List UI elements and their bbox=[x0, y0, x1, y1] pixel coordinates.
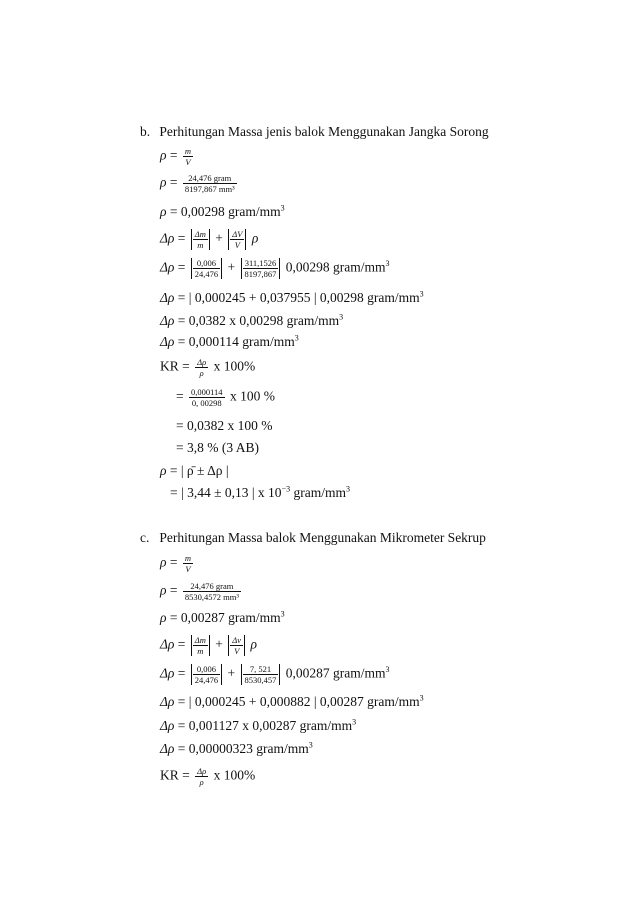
section-c-title: Perhitungan Massa balok Menggunakan Mikrometer Sekrup bbox=[159, 530, 486, 545]
b-final-result: = | 3,44 ± 0,13 | x $10^{-3}$ gram/$mm^3$ bbox=[170, 484, 350, 500]
b-kr-substitution: = $\frac{0,000114}{0, 00298}$ x 100 % bbox=[176, 387, 275, 408]
b-kr-result: = 3,8 % (3 AB) bbox=[176, 440, 259, 455]
b-kr-product: = 0,0382 x 100 % bbox=[176, 418, 273, 433]
c-density-result: ρ = 0,00287 gram/$mm^3$ bbox=[160, 609, 285, 625]
b-uncertainty-product: Δρ = 0,0382 x 0,00298 gram/$mm^3$ bbox=[160, 312, 344, 328]
b-uncertainty-sum: Δρ = | 0,000245 + 0,037955 | 0,00298 gram/$mm^3$ bbox=[160, 289, 424, 305]
c-kr-formula: KR = $\frac{\Delta\rho}{\rho}$ x 100% bbox=[160, 766, 256, 787]
section-c-heading bbox=[140, 530, 486, 546]
c-uncertainty-result: Δρ = 0,00000323 gram/$mm^3$ bbox=[160, 740, 313, 756]
c-density-formula: ρ = $\frac{m}{V}$ bbox=[160, 553, 191, 574]
b-uncertainty-formula: Δρ = $\frac{\Delta m}{m}$ + $\frac{\Delta V}{V}$ ρ bbox=[160, 229, 259, 250]
c-density-substitution: ρ = $\frac{\text{24,476 gram}}{\text{8530,4572 mm³}}$ bbox=[160, 581, 239, 602]
section-b-heading bbox=[140, 124, 489, 140]
b-uncertainty-substitution: Δρ = $\frac{0,006}{24,476}$ + $\frac{311,1526}{8197,867}$ 0,00298 gram/$mm^3$ bbox=[160, 258, 390, 279]
c-uncertainty-formula: Δρ = $\frac{\Delta m}{m}$ + $\frac{\Delta v}{V}$ ρ bbox=[160, 635, 257, 656]
c-uncertainty-substitution: Δρ = $\frac{0,006}{24,476}$ + $\frac{7, 521}{8530,457}$ 0,00287 gram/$mm^3$ bbox=[160, 664, 390, 685]
section-b-label: b. bbox=[140, 124, 151, 139]
b-density-formula: ρ = $\frac{m}{V}$ bbox=[160, 146, 191, 167]
b-uncertainty-result: Δρ = 0,000114 gram/$mm^3$ bbox=[160, 333, 299, 349]
c-uncertainty-sum: Δρ = | 0,000245 + 0,000882 | 0,00287 gram/$mm^3$ bbox=[160, 693, 424, 709]
b-kr-formula: KR = $\frac{\Delta\rho}{\rho}$ x 100% bbox=[160, 357, 256, 378]
b-density-substitution: ρ = $\frac{\text{24,476 gram}}{\text{8197,867 mm³}}$ bbox=[160, 173, 235, 194]
b-final-formula: ρ = | ρ̄ ± Δρ | bbox=[160, 463, 229, 478]
c-uncertainty-product: Δρ = 0,001127 x 0,00287 gram/$mm^3$ bbox=[160, 717, 357, 733]
section-c-label: c. bbox=[140, 530, 150, 545]
b-density-result: ρ = 0,00298 gram/$mm^3$ bbox=[160, 203, 285, 219]
section-b-title: Perhitungan Massa jenis balok Menggunakan Jangka Sorong bbox=[159, 124, 489, 139]
